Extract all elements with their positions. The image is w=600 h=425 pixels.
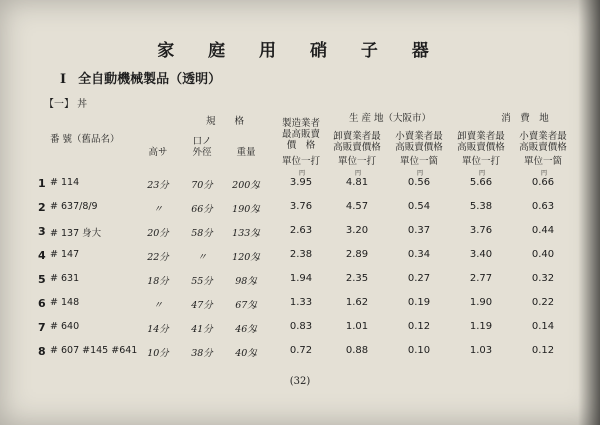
region-wholesale-header: 卸賣業者最 高販賣價格 bbox=[333, 131, 381, 153]
mouth-diameter-value: 41分 bbox=[191, 324, 213, 335]
manufacturer-price: 3.95 bbox=[289, 177, 313, 188]
consumer-wholesale-price: 1.90 bbox=[469, 297, 493, 308]
item-code: # 137 身大 bbox=[50, 228, 102, 239]
row-number: 6 bbox=[38, 297, 46, 310]
region-wholesale-price: 3.20 bbox=[345, 225, 369, 236]
region-retail-price: 0.37 bbox=[407, 225, 431, 236]
region-retail-price: 0.54 bbox=[407, 201, 431, 212]
region-retail-price: 0.10 bbox=[407, 345, 431, 356]
yen-mark: 円 bbox=[540, 170, 547, 177]
code-header: 番 號（舊品名） bbox=[50, 134, 120, 145]
production-region-header: 生 産 地（大阪市） bbox=[348, 113, 432, 124]
region-wholesale-price: 4.81 bbox=[345, 177, 369, 188]
yen-mark: 円 bbox=[298, 170, 305, 177]
unit-label: 單位一箇 bbox=[523, 156, 562, 167]
mouth-diameter-value: 66分 bbox=[191, 204, 213, 215]
yen-mark: 円 bbox=[354, 170, 361, 177]
region-retail-price: 0.34 bbox=[407, 249, 431, 260]
unit-label: 單位一打 bbox=[281, 156, 320, 167]
unit-label: 單位一打 bbox=[461, 156, 500, 167]
mouth-diameter-value: 38分 bbox=[191, 348, 213, 359]
weight-value: 98匁 bbox=[235, 276, 257, 287]
region-retail-price: 0.19 bbox=[407, 297, 431, 308]
weight-value: 200匁 bbox=[232, 180, 260, 191]
row-number: 4 bbox=[38, 249, 46, 262]
mouth-header: 口ノ 外徑 bbox=[192, 136, 212, 158]
region-wholesale-price: 1.01 bbox=[345, 321, 369, 332]
item-code: # 637/8/9 bbox=[50, 201, 98, 212]
manufacturer-price: 1.33 bbox=[289, 297, 313, 308]
consumer-retail-price: 0.32 bbox=[531, 273, 555, 284]
consumer-wholesale-price: 1.03 bbox=[469, 345, 493, 356]
unit-label: 單位一打 bbox=[337, 156, 376, 167]
consumer-retail-price: 0.40 bbox=[531, 249, 555, 260]
manufacturer-price: 0.83 bbox=[289, 321, 313, 332]
item-code: # 640 bbox=[50, 321, 80, 332]
weight-value: 40匁 bbox=[235, 348, 257, 359]
consumer-retail-price: 0.22 bbox=[531, 297, 555, 308]
height-value: 23分 bbox=[147, 180, 169, 191]
row-number: 7 bbox=[38, 321, 46, 334]
weight-value: 120匁 bbox=[232, 252, 260, 263]
binding-shadow bbox=[578, 0, 600, 425]
region-retail-header: 小賣業者最 高販賣價格 bbox=[395, 131, 443, 153]
ditto-mark: 〃 bbox=[153, 204, 163, 215]
unit-label: 單位一箇 bbox=[399, 156, 438, 167]
row-number: 3 bbox=[38, 225, 46, 238]
height-value: 10分 bbox=[147, 348, 169, 359]
region-retail-price: 0.56 bbox=[407, 177, 431, 188]
height-header: 高サ bbox=[148, 147, 168, 158]
yen-mark: 円 bbox=[416, 170, 423, 177]
region-wholesale-price: 4.57 bbox=[345, 201, 369, 212]
mouth-diameter-value: 58分 bbox=[191, 228, 213, 239]
ditto-mark: 〃 bbox=[197, 252, 207, 263]
manufacturer-price: 1.94 bbox=[289, 273, 313, 284]
consumer-region-header: 消 費 地 bbox=[501, 113, 549, 124]
mouth-diameter-value: 47分 bbox=[191, 300, 213, 311]
weight-header: 重量 bbox=[236, 147, 256, 158]
yen-mark: 円 bbox=[478, 170, 485, 177]
row-number: 1 bbox=[38, 177, 46, 190]
page-title: 家 庭 用 硝 子 器 bbox=[157, 41, 443, 61]
weight-value: 133匁 bbox=[232, 228, 260, 239]
manufacturer-price: 2.63 bbox=[289, 225, 313, 236]
height-value: 18分 bbox=[147, 276, 169, 287]
consumer-wholesale-header: 卸賣業者最 高販賣價格 bbox=[457, 131, 505, 153]
subsection-heading: 【一】 丼 bbox=[44, 99, 88, 110]
weight-value: 67匁 bbox=[235, 300, 257, 311]
consumer-retail-price: 0.12 bbox=[531, 345, 555, 356]
ditto-mark: 〃 bbox=[153, 300, 163, 311]
consumer-wholesale-price: 5.66 bbox=[469, 177, 493, 188]
consumer-wholesale-price: 2.77 bbox=[469, 273, 493, 284]
weight-value: 190匁 bbox=[232, 204, 260, 215]
row-number: 2 bbox=[38, 201, 46, 214]
consumer-wholesale-price: 1.19 bbox=[469, 321, 493, 332]
consumer-retail-price: 0.44 bbox=[531, 225, 555, 236]
height-value: 22分 bbox=[147, 252, 169, 263]
region-wholesale-price: 1.62 bbox=[345, 297, 369, 308]
page-number: (32) bbox=[289, 376, 311, 387]
weight-value: 46匁 bbox=[235, 324, 257, 335]
region-retail-price: 0.27 bbox=[407, 273, 431, 284]
row-number: 5 bbox=[38, 273, 46, 286]
consumer-wholesale-price: 5.38 bbox=[469, 201, 493, 212]
height-value: 14分 bbox=[147, 324, 169, 335]
region-wholesale-price: 2.35 bbox=[345, 273, 369, 284]
item-code: # 114 bbox=[50, 177, 80, 188]
manufacturer-price: 0.72 bbox=[289, 345, 313, 356]
consumer-retail-price: 0.14 bbox=[531, 321, 555, 332]
item-code: # 148 bbox=[50, 297, 80, 308]
height-value: 20分 bbox=[147, 228, 169, 239]
region-retail-price: 0.12 bbox=[407, 321, 431, 332]
manufacturer-price: 2.38 bbox=[289, 249, 313, 260]
manufacturer-price: 3.76 bbox=[289, 201, 313, 212]
consumer-retail-price: 0.63 bbox=[531, 201, 555, 212]
mouth-diameter-value: 55分 bbox=[191, 276, 213, 287]
section-number: I bbox=[60, 72, 67, 87]
section-title: 全自動機械製品（透明） bbox=[78, 72, 222, 87]
consumer-wholesale-price: 3.40 bbox=[469, 249, 493, 260]
consumer-wholesale-price: 3.76 bbox=[469, 225, 493, 236]
item-code: # 631 bbox=[50, 273, 80, 284]
row-number: 8 bbox=[38, 345, 46, 358]
consumer-retail-header: 小賣業者最 高販賣價格 bbox=[519, 131, 567, 153]
region-wholesale-price: 2.89 bbox=[345, 249, 369, 260]
item-code: # 607 #145 #641 bbox=[50, 345, 138, 356]
region-wholesale-price: 0.88 bbox=[345, 345, 369, 356]
item-code: # 147 bbox=[50, 249, 80, 260]
mouth-diameter-value: 70分 bbox=[191, 180, 213, 191]
consumer-retail-price: 0.66 bbox=[531, 177, 555, 188]
section-heading bbox=[60, 68, 221, 87]
manufacturer-price-header: 製造業者 最高販賣 價 格 bbox=[281, 118, 320, 151]
spec-header: 規 格 bbox=[205, 116, 244, 127]
